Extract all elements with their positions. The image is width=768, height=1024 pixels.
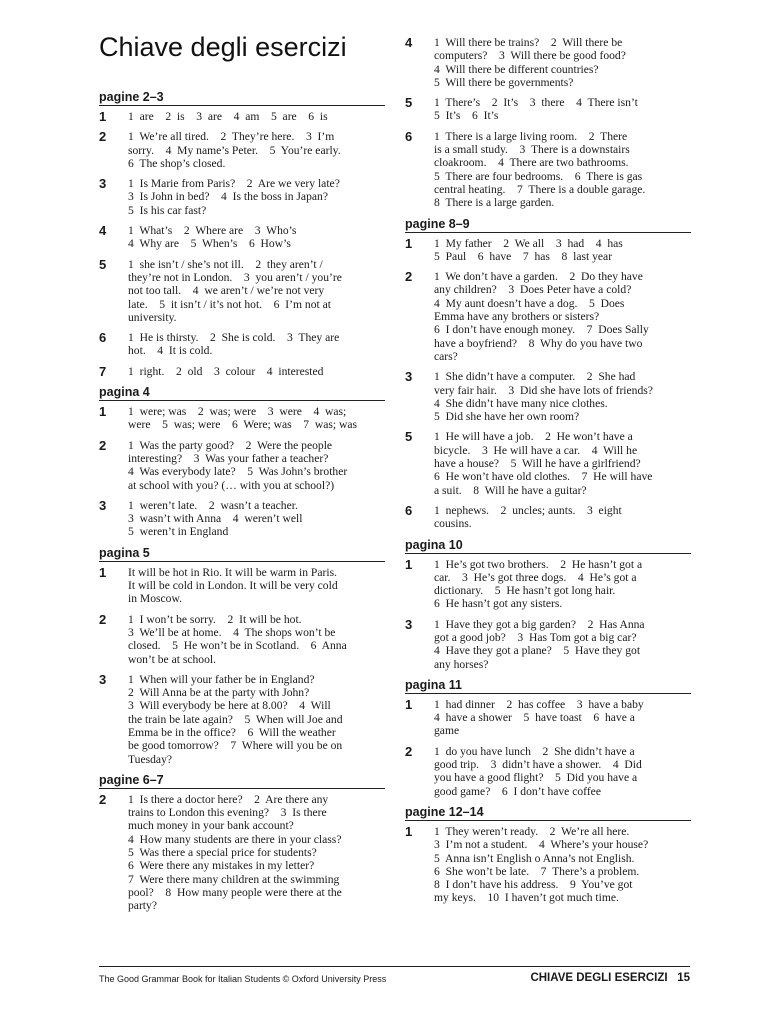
exercise-answer	[99, 405, 385, 432]
footer-copyright: The Good Grammar Book for Italian Students © Oxford University Press	[99, 974, 387, 984]
exercise-number: 3	[99, 176, 107, 192]
exercise-text: 1 What’s 2 Where are 3 Who’s 4 Why are 5 When’s 6 How’s	[128, 224, 297, 251]
exercise-number: 1	[405, 235, 413, 251]
exercise-answer	[405, 618, 691, 671]
exercise-number: 2	[405, 269, 413, 285]
exercise-answer	[99, 793, 385, 913]
exercise-text: 1 He’s got two brothers. 2 He hasn’t got a car. 3 He’s got three dogs. 4 He’s got a dictionary. 5 He hasn’t got long hair. 6 He hasn’t got any sisters.	[434, 557, 643, 611]
exercise-text: 1 There’s 2 It’s 3 there 4 There isn’t 5 It’s 6 It’s	[434, 96, 638, 123]
exercise-number: 1	[99, 109, 107, 124]
exercise-answer	[99, 258, 385, 324]
exercise-answer	[99, 110, 385, 123]
exercise-number: 1	[99, 404, 107, 420]
exercise-text: 1 He will have a job. 2 He won’t have a bicycle. 3 He will have a car. 4 Will he have a house? 5 Will he have a girlfriend? 6 He won’t have old clothes. 7 He will have a suit. 8 Will he have a guitar?	[434, 430, 653, 497]
exercise-number: 3	[405, 616, 413, 632]
exercise-text: 1 We don’t have a garden. 2 Do they have any children? 3 Does Peter have a cold? 4 My aunt doesn’t have a dog. 5 Does Emma have any brothers or sisters? 6 I don’t have enough money. 7 Does Sally have a boyfriend? 8 Why do you have two cars?	[434, 270, 649, 363]
exercise-answer	[405, 558, 691, 611]
exercise-answer	[99, 224, 385, 251]
exercise-number: 5	[99, 256, 107, 272]
page-footer	[99, 966, 690, 984]
exercise-answer	[99, 613, 385, 666]
exercise-number: 7	[99, 363, 107, 379]
section-heading: pagine 2–3	[99, 90, 385, 106]
exercise-text: 1 Was the party good? 2 Were the people interesting? 3 Was your father a teacher? 4 Was everybody late? 5 Was John’s brother at school with you? (… with you at school?)	[128, 438, 348, 492]
exercise-text: 1 My father 2 We all 3 had 4 has 5 Paul 6 have 7 has 8 last year	[434, 236, 623, 263]
exercise-text: 1 Will there be trains? 2 Will there be computers? 3 Will there be good food? 4 Will there be different countries? 5 Will there be governments?	[434, 36, 626, 89]
right-column	[405, 36, 691, 912]
section-heading: pagine 8–9	[405, 217, 691, 233]
exercise-number: 2	[99, 129, 107, 145]
exercise-answer	[405, 36, 691, 89]
exercise-number: 2	[405, 743, 413, 759]
exercise-number: 2	[99, 611, 107, 627]
exercise-text: 1 are 2 is 3 are 4 am 5 are 6 is	[128, 110, 328, 123]
section-heading: pagina 10	[405, 538, 691, 554]
exercise-text: 1 do you have lunch 2 She didn’t have a good trip. 3 didn’t have a shower. 4 Did you have a good flight? 5 Did you have a good game? 6 I don’t have coffee	[434, 744, 642, 798]
exercise-answer	[99, 566, 385, 606]
exercise-number: 3	[99, 497, 107, 513]
left-column	[99, 90, 385, 920]
exercise-answer	[405, 270, 691, 363]
exercise-text: 1 They weren’t ready. 2 We’re all here. 3 I’m not a student. 4 Where’s your house? 5 Anna isn’t English o Anna’s not English. 6 She won’t be late. 7 There’s a problem. 8 I don’t have his address. 9 You’ve got my keys. 10 I haven’t got much time.	[434, 824, 649, 905]
section-heading: pagine 6–7	[99, 773, 385, 789]
exercise-text: 1 I won’t be sorry. 2 It will be hot. 3 We’ll be at home. 4 The shops won’t be closed. 5 He won’t be in Scotland. 6 Anna won’t be at school.	[128, 612, 347, 666]
exercise-answer	[405, 698, 691, 738]
exercise-number: 6	[405, 128, 413, 144]
exercise-text: 1 were; was 2 was; were 3 were 4 was; were 5 was; were 6 Were; was 7 was; was	[128, 405, 358, 432]
page-title: Chiave degli esercizi	[99, 32, 347, 62]
exercise-answer	[405, 504, 691, 531]
exercise-answer	[99, 673, 385, 766]
exercise-text: 1 right. 2 old 3 colour 4 interested	[128, 364, 324, 378]
section-heading: pagine 12–14	[405, 805, 691, 821]
exercise-text: It will be hot in Rio. It will be warm in Paris. It will be cold in London. It will be very cold in Moscow.	[128, 565, 338, 606]
exercise-answer	[99, 499, 385, 539]
exercise-number: 1	[405, 823, 413, 839]
exercise-number: 1	[99, 564, 107, 580]
exercise-text: 1 had dinner 2 has coffee 3 have a baby 4 have a shower 5 have toast 6 have a game	[434, 697, 644, 738]
exercise-number: 5	[405, 429, 413, 445]
exercise-answer	[99, 331, 385, 358]
exercise-number: 2	[99, 437, 107, 453]
exercise-number: 6	[99, 330, 107, 346]
exercise-answer	[405, 237, 691, 264]
exercise-answer	[99, 365, 385, 378]
exercise-text: 1 nephews. 2 uncles; aunts. 3 eight cousins.	[434, 503, 622, 531]
exercise-text: 1 Is Marie from Paris? 2 Are we very late? 3 Is John in bed? 4 Is the boss in Japan? 5 Is his car fast?	[128, 177, 340, 217]
exercise-answer	[99, 439, 385, 492]
exercise-text: 1 she isn’t / she’s not ill. 2 they aren’t / they’re not in London. 3 you aren’t / you’re not too tall. 4 we aren’t / we’re not very late. 5 it isn’t / it’s not hot. 6 I’m not at university.	[128, 257, 342, 324]
footer-label: CHIAVE DEGLI ESERCIZI	[530, 972, 668, 984]
exercise-text: 1 He is thirsty. 2 She is cold. 3 They are hot. 4 It is cold.	[128, 331, 340, 358]
exercise-answer	[405, 825, 691, 905]
exercise-number: 1	[405, 696, 413, 712]
section-heading: pagina 11	[405, 678, 691, 694]
exercise-number: 4	[405, 35, 413, 50]
exercise-answer	[99, 130, 385, 170]
exercise-text: 1 When will your father be in England? 2 Will Anna be at the party with John? 3 Will everybody be here at 8.00? 4 Will the train be late again? 5 When will Joe and Emma be in the office? 6 Will the weather be good tomorrow? 7 Where will you be on Tuesday?	[128, 672, 343, 766]
exercise-number: 1	[405, 556, 413, 572]
exercise-number: 5	[405, 95, 413, 111]
exercise-number: 6	[405, 502, 413, 518]
exercise-text: 1 She didn’t have a computer. 2 She had very fair hair. 3 Did she have lots of friends? 4 She didn’t have many nice clothes. 5 Did she have her own room?	[434, 370, 653, 424]
exercise-number: 2	[99, 791, 107, 807]
exercise-text: 1 Is there a doctor here? 2 Are there any trains to London this evening? 3 Is there much money in your bank account? 4 How many students are there in your class? 5 Was there a special price for students? 6 Were there any mistakes in my letter? 7 Were there many children at the swimming pool? 8 How many people were there at the party?	[128, 792, 342, 913]
footer-section-label	[530, 972, 690, 984]
exercise-answer	[99, 177, 385, 217]
exercise-answer	[405, 745, 691, 798]
exercise-text: 1 We’re all tired. 2 They’re here. 3 I’m sorry. 4 My name’s Peter. 5 You’re early. 6 The shop’s closed.	[128, 130, 341, 170]
exercise-number: 3	[405, 369, 413, 385]
exercise-text: 1 Have they got a big garden? 2 Has Anna got a good job? 3 Has Tom got a big car? 4 Have they got a plane? 5 Have they got any horses?	[434, 617, 645, 671]
exercise-number: 3	[99, 671, 107, 687]
exercise-answer	[405, 430, 691, 496]
exercise-text: 1 weren’t late. 2 wasn’t a teacher. 3 wasn’t with Anna 4 weren’t well 5 weren’t in England	[128, 498, 303, 539]
exercise-answer	[405, 96, 691, 123]
page-number: 15	[677, 972, 690, 984]
section-heading: pagina 4	[99, 385, 385, 401]
exercise-text: 1 There is a large living room. 2 There is a small study. 3 There is a downstairs cloakroom. 4 There are two bathrooms. 5 There are four bedrooms. 6 There is gas central heating. 7 There is a double garage. 8 There is a large garden.	[434, 129, 646, 210]
exercise-number: 4	[99, 223, 107, 239]
exercise-answer	[405, 130, 691, 210]
section-heading: pagina 5	[99, 546, 385, 562]
exercise-answer	[405, 370, 691, 423]
